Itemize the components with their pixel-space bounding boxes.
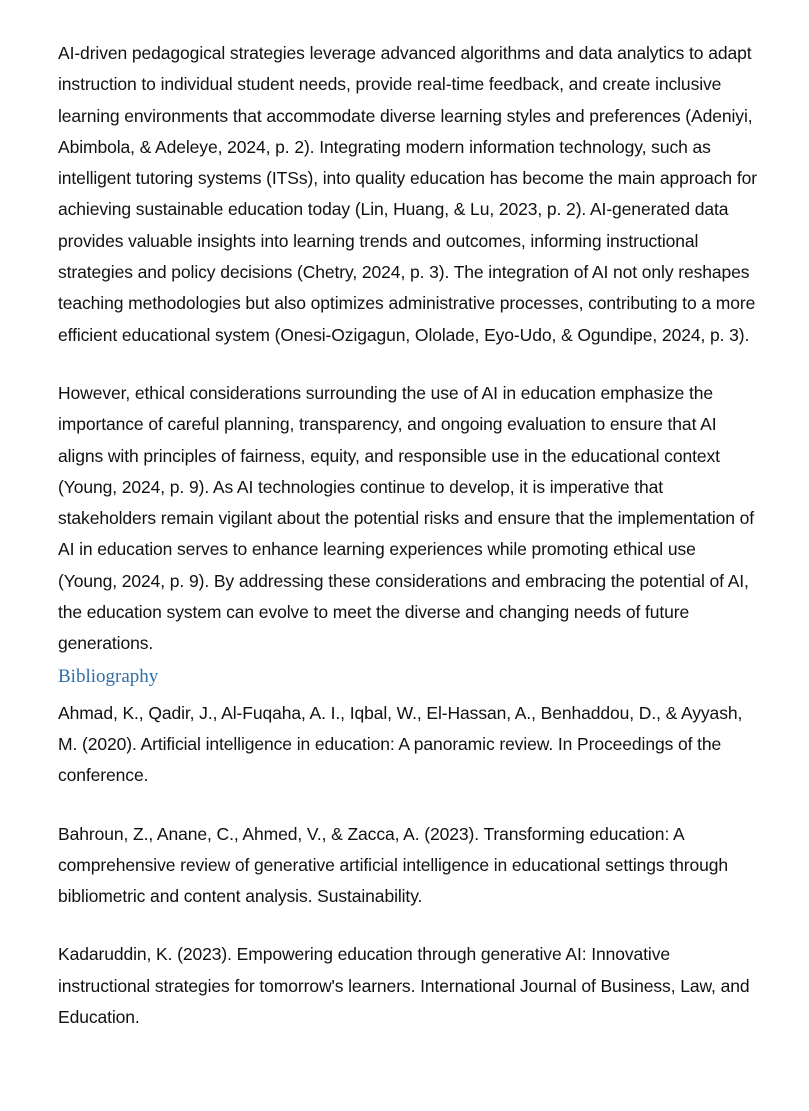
body-paragraph-2: However, ethical considerations surrounding the use of AI in education emphasize the importance of careful planning, transparency, and ongoing evaluation to ensure that AI aligns with principles of fairness, equity, and responsible use in the educational context (Young, 2024, p. 9). As AI technologies continue to develop, it is imperative that stakeholders remain vigilant about the potential risks and ensure that the implementation of AI in education serves to enhance learning experiences while promoting ethical use (Young, 2024, p. 9). By addressing these considerations and embracing the potential of AI, the education system can evolve to meet the diverse and changing needs of future generations.: [58, 382, 755, 654]
bibliography-heading: Bibliography: [58, 665, 159, 687]
bibliography-entry-3: Kadaruddin, K. (2023). Empowering education through generative AI: Innovative instructional strategies for tomorrow's learners. International Journal of Business, Law, and Education.: [58, 944, 750, 1028]
bibliography-entry-2: Bahroun, Z., Anane, C., Ahmed, V., & Zacca, A. (2023). Transforming education: A comprehensive review of generative artificial intelligence in educational settings through bibliometric and content analysis. Sustainability.: [58, 823, 728, 907]
body-paragraph-1: AI-driven pedagogical strategies leverage advanced algorithms and data analytics to adapt instruction to individual student needs, provide real-time feedback, and create inclusive learning environments that accommodate diverse learning styles and preferences (Adeniyi, Abimbola, & Adeleye, 2024, p. 2). Integrating modern information technology, such as intelligent tutoring systems (ITSs), into quality education has become the main approach for achieving sustainable education today (Lin, Huang, & Lu, 2023, p. 2). AI-generated data provides valuable insights into learning trends and outcomes, informing instructional strategies and policy decisions (Chetry, 2024, p. 3). The integration of AI not only reshapes teaching methodologies but also optimizes administrative processes, contributing to a more efficient educational system (Onesi-Ozigagun, Ololade, Eyo-Udo, & Ogundipe, 2024, p. 3).: [58, 43, 757, 345]
bibliography-entry-1: Ahmad, K., Qadir, J., Al-Fuqaha, A. I., Iqbal, W., El-Hassan, A., Benhaddou, D., & Ayyash, M. (2020). Artificial intelligence in education: A panoramic review. In Proceedings of the conference.: [58, 702, 743, 786]
document-page: [58, 38, 758, 1060]
